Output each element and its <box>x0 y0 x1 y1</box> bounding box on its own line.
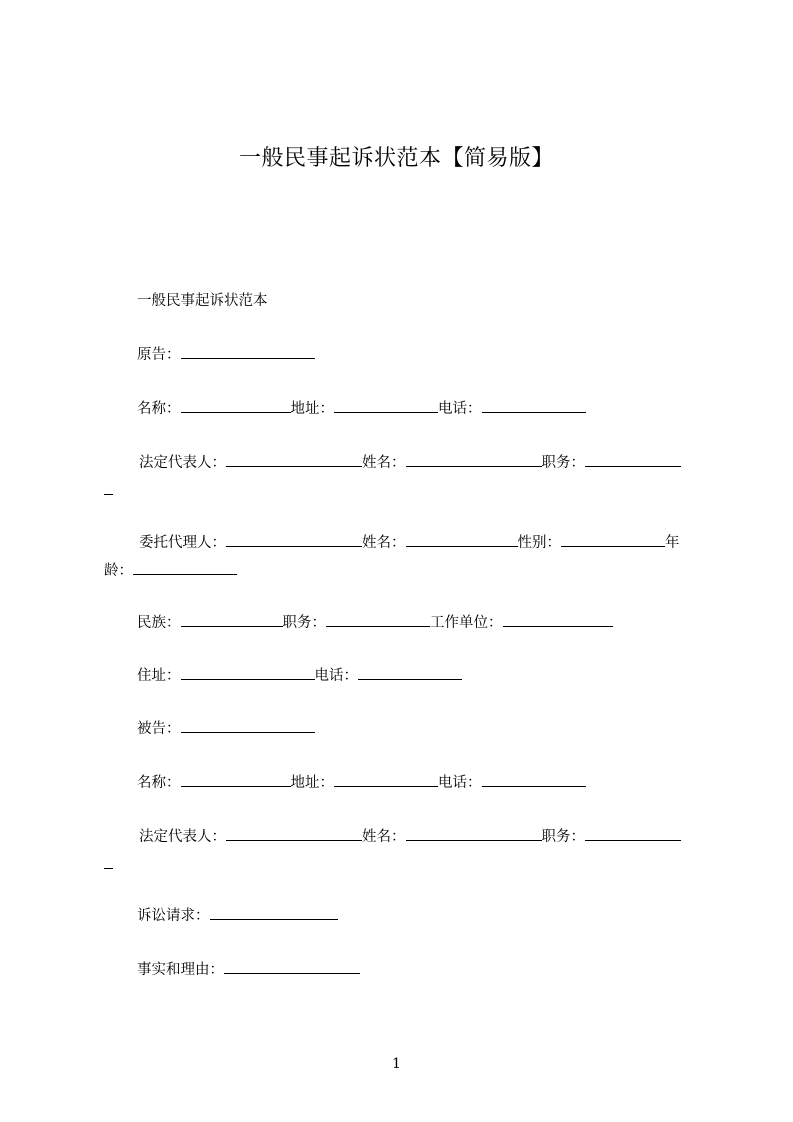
plaintiff-residence-blank[interactable] <box>181 665 315 680</box>
plaintiff-residence-line <box>137 665 462 686</box>
plaintiff-agent-label: 委托代理人： <box>139 535 226 551</box>
defendant-name-label: 名称： <box>137 775 181 791</box>
plaintiff-legal-rep-continuation <box>104 480 113 501</box>
plaintiff-blank[interactable] <box>181 344 315 359</box>
plaintiff-ethnicity-label: 民族： <box>137 615 181 631</box>
plaintiff-name-line <box>137 398 586 419</box>
plaintiff-phone-blank[interactable] <box>482 398 586 413</box>
plaintiff-legal-rep-blank[interactable] <box>226 452 362 467</box>
plaintiff-agent-line <box>139 532 680 553</box>
plaintiff-label: 原告： <box>137 347 181 363</box>
defendant-legal-rep-position-blank[interactable] <box>585 826 681 841</box>
document-title: 一般民事起诉状范本【简易版】 <box>238 146 554 171</box>
plaintiff-ethnicity-blank[interactable] <box>181 612 283 627</box>
defendant-legal-rep-blank[interactable] <box>226 826 362 841</box>
claims-line <box>137 905 338 926</box>
plaintiff-residence-phone-blank[interactable] <box>358 665 462 680</box>
plaintiff-legal-rep-position-blank[interactable] <box>585 452 681 467</box>
plaintiff-workplace-label: 工作单位： <box>430 615 503 631</box>
defendant-name-blank[interactable] <box>181 772 291 787</box>
plaintiff-agent-continuation <box>104 560 237 581</box>
plaintiff-address-blank[interactable] <box>334 398 438 413</box>
defendant-legal-rep-name-blank[interactable] <box>406 826 542 841</box>
plaintiff-residence-label: 住址： <box>137 668 181 684</box>
plaintiff-agent-age-blank[interactable] <box>133 560 237 575</box>
defendant-address-label: 地址： <box>290 775 334 791</box>
plaintiff-position-label: 职务： <box>282 615 326 631</box>
plaintiff-address-label: 地址： <box>290 401 334 417</box>
defendant-legal-rep-position-label: 职务： <box>541 829 585 845</box>
plaintiff-agent-age-label-2: 龄： <box>104 563 133 579</box>
plaintiff-legal-rep-line <box>139 452 681 473</box>
defendant-blank[interactable] <box>181 718 315 733</box>
facts-line <box>137 959 360 980</box>
defendant-name-line <box>137 772 586 793</box>
plaintiff-line <box>137 344 315 365</box>
plaintiff-legal-rep-label: 法定代表人： <box>139 455 226 471</box>
claims-blank[interactable] <box>210 905 338 920</box>
plaintiff-residence-phone-label: 电话： <box>314 668 358 684</box>
defendant-address-blank[interactable] <box>334 772 438 787</box>
plaintiff-agent-blank[interactable] <box>226 532 362 547</box>
plaintiff-agent-name-blank[interactable] <box>406 532 518 547</box>
defendant-legal-rep-label: 法定代表人： <box>139 829 226 845</box>
facts-blank[interactable] <box>224 959 360 974</box>
plaintiff-agent-age-label-1: 年 <box>665 535 680 551</box>
plaintiff-phone-label: 电话： <box>438 401 482 417</box>
claims-label: 诉讼请求： <box>137 908 210 924</box>
plaintiff-agent-gender-label: 性别： <box>517 535 561 551</box>
page-number: 1 <box>392 1056 401 1072</box>
plaintiff-name-blank[interactable] <box>181 398 291 413</box>
plaintiff-position-blank[interactable] <box>326 612 430 627</box>
defendant-legal-rep-name-label: 姓名： <box>362 829 406 845</box>
plaintiff-legal-rep-name-blank[interactable] <box>406 452 542 467</box>
plaintiff-name-label: 名称： <box>137 401 181 417</box>
defendant-legal-rep-line <box>139 826 681 847</box>
plaintiff-agent-gender-blank[interactable] <box>561 532 665 547</box>
defendant-phone-blank[interactable] <box>482 772 586 787</box>
defendant-legal-rep-continuation <box>104 854 113 875</box>
defendant-label: 被告： <box>137 721 181 737</box>
defendant-line <box>137 718 315 739</box>
plaintiff-legal-rep-position-label: 职务： <box>541 455 585 471</box>
plaintiff-agent-name-label: 姓名： <box>362 535 406 551</box>
defendant-legal-rep-position-blank-cont[interactable] <box>104 854 113 869</box>
defendant-phone-label: 电话： <box>438 775 482 791</box>
plaintiff-workplace-blank[interactable] <box>503 612 613 627</box>
plaintiff-legal-rep-position-blank-cont[interactable] <box>104 480 113 495</box>
plaintiff-legal-rep-name-label: 姓名： <box>362 455 406 471</box>
plaintiff-ethnicity-line <box>137 612 613 633</box>
subtitle: 一般民事起诉状范本 <box>137 293 268 309</box>
facts-label: 事实和理由： <box>137 962 224 978</box>
